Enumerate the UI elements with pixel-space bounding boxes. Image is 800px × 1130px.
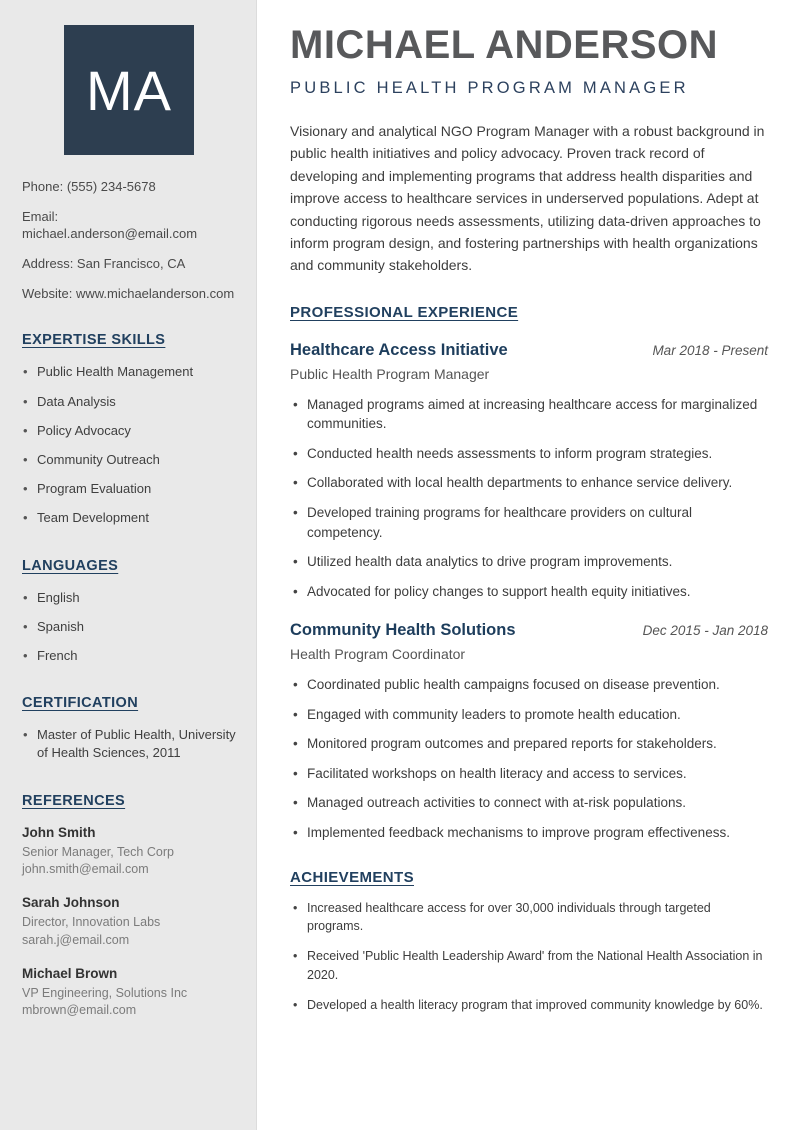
certification-list xyxy=(22,726,236,762)
job-entry xyxy=(290,341,768,602)
job-dates: Dec 2015 - Jan 2018 xyxy=(642,623,768,639)
certification-heading: CERTIFICATION xyxy=(22,695,139,712)
person-name: MICHAEL ANDERSON xyxy=(290,23,719,67)
skill-item: • Public Health Management xyxy=(22,363,236,381)
reference-entry xyxy=(22,895,236,950)
reference-role: Senior Manager, Tech Corp xyxy=(22,844,174,859)
reference-entry xyxy=(22,825,236,880)
language-item: • Spanish xyxy=(22,618,236,636)
avatar-initials: MA xyxy=(86,58,172,122)
job-role: Health Program Coordinator xyxy=(290,646,466,663)
reference-entry xyxy=(22,966,236,1021)
job-bullet: • Monitored program outcomes and prepared reports for stakeholders. xyxy=(290,734,768,754)
job-bullet: • Coordinated public health campaigns focused on disease prevention. xyxy=(290,675,768,695)
sidebar xyxy=(0,0,257,1130)
job-dates: Mar 2018 - Present xyxy=(652,342,768,358)
languages-heading: LANGUAGES xyxy=(22,557,119,574)
job-header xyxy=(290,341,768,360)
main-content xyxy=(257,0,800,1130)
job-role: Public Health Program Manager xyxy=(290,365,490,382)
job-bullet: • Engaged with community leaders to promote health education. xyxy=(290,705,768,725)
profile-summary: Visionary and analytical NGO Program Manager with a robust background in public health initiatives and policy advocacy. Proven track record of developing and implementing programs that address health disparities and improve access to healthcare services in underserved populations. Adept at conducting rigorous needs assessments, utilizing data-driven approaches to inform program design, and fostering partnerships with health organizations and community stakeholders. xyxy=(290,123,765,274)
reference-email: john.smith@email.com xyxy=(22,862,149,877)
skills-heading: EXPERTISE SKILLS xyxy=(22,332,166,349)
skills-list xyxy=(22,363,236,527)
person-title: PUBLIC HEALTH PROGRAM MANAGER xyxy=(290,79,689,97)
skill-item: • Team Development xyxy=(22,509,236,527)
language-item: • English xyxy=(22,589,236,607)
job-bullet: • Advocated for policy changes to support health equity initiatives. xyxy=(290,582,768,602)
job-bullets xyxy=(290,675,768,842)
skill-item: • Data Analysis xyxy=(22,393,236,411)
contact-website: Website: www.michaelanderson.com xyxy=(22,285,235,301)
job-company: Healthcare Access Initiative xyxy=(290,340,508,359)
skill-item: • Policy Advocacy xyxy=(22,422,236,440)
job-bullet: • Collaborated with local health departments to enhance service delivery. xyxy=(290,473,768,493)
job-bullet: • Facilitated workshops on health literacy and access to services. xyxy=(290,764,768,784)
contact-address: Address: San Francisco, CA xyxy=(22,255,186,271)
reference-email: mbrown@email.com xyxy=(22,1003,137,1018)
job-header xyxy=(290,621,768,640)
reference-name: John Smith xyxy=(22,824,96,840)
job-bullet: • Implemented feedback mechanisms to improve program effectiveness. xyxy=(290,823,768,843)
job-bullet: • Managed programs aimed at increasing healthcare access for marginalized communities. xyxy=(290,395,768,434)
job-entry xyxy=(290,621,768,842)
achievements-list xyxy=(290,899,768,1015)
contact-info xyxy=(22,179,236,302)
achievements-section xyxy=(290,869,768,1015)
reference-role: VP Engineering, Solutions Inc xyxy=(22,985,188,1000)
contact-phone: Phone: (555) 234-5678 xyxy=(22,179,156,194)
job-bullet: • Managed outreach activities to connect with at-risk populations. xyxy=(290,793,768,813)
job-company: Community Health Solutions xyxy=(290,621,516,640)
language-item: • French xyxy=(22,647,236,665)
skill-item: • Program Evaluation xyxy=(22,480,236,498)
reference-role: Director, Innovation Labs xyxy=(22,915,161,930)
contact-email: Email: michael.anderson@email.com xyxy=(22,208,198,241)
reference-email: sarah.j@email.com xyxy=(22,932,130,947)
skill-item: • Community Outreach xyxy=(22,451,236,469)
achievement-item: • Developed a health literacy program that improved community knowledge by 60%. xyxy=(290,996,768,1015)
reference-name: Sarah Johnson xyxy=(22,895,120,911)
job-bullet: • Conducted health needs assessments to inform program strategies. xyxy=(290,444,768,464)
job-bullets xyxy=(290,395,768,602)
references-heading: REFERENCES xyxy=(22,792,126,809)
avatar xyxy=(64,25,194,155)
experience-heading: PROFESSIONAL EXPERIENCE xyxy=(290,303,519,321)
achievement-item: • Increased healthcare access for over 30,000 individuals through targeted programs. xyxy=(290,899,768,937)
achievement-item: • Received 'Public Health Leadership Award' from the National Health Association in 2020. xyxy=(290,947,768,985)
achievements-heading: ACHIEVEMENTS xyxy=(290,868,414,886)
certification-item: • Master of Public Health, University of Health Sciences, 2011 xyxy=(22,726,236,762)
job-bullet: • Utilized health data analytics to drive program improvements. xyxy=(290,552,768,572)
job-bullet: • Developed training programs for healthcare providers on cultural competency. xyxy=(290,503,768,542)
languages-list xyxy=(22,589,236,666)
reference-name: Michael Brown xyxy=(22,965,118,981)
